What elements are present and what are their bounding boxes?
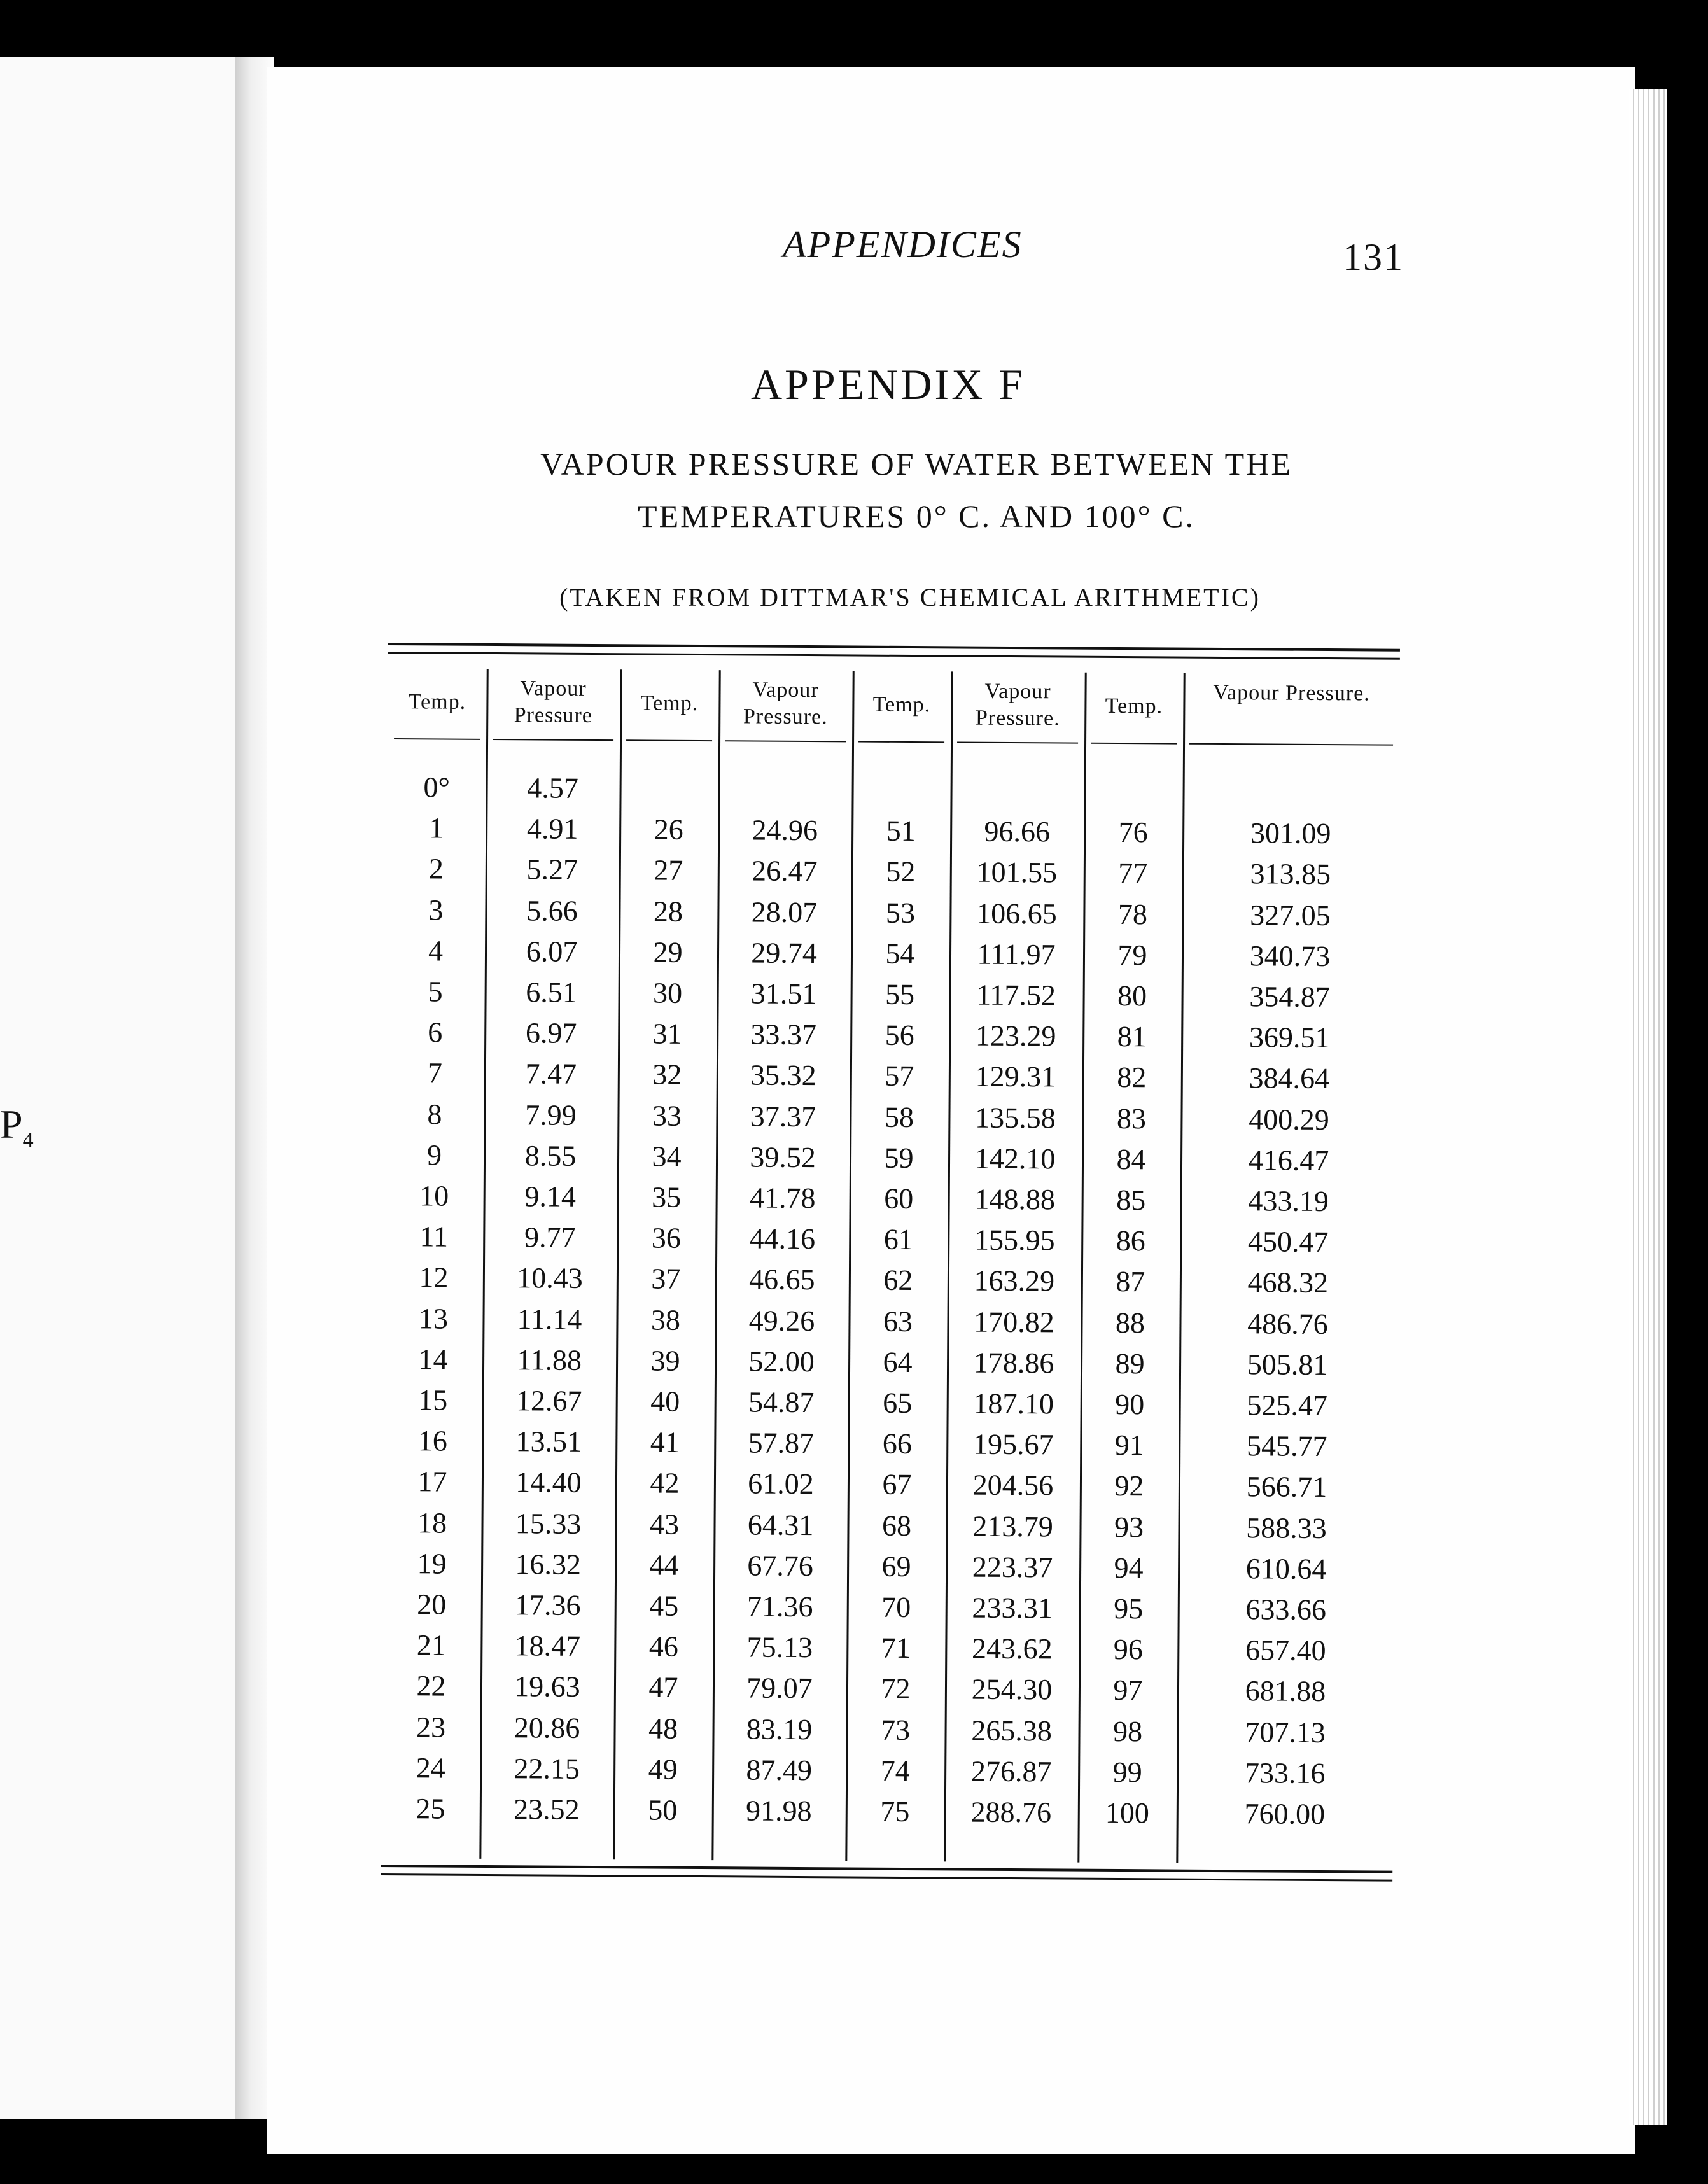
page-number: 131 — [1343, 236, 1404, 278]
temp-cell: 20 — [417, 1588, 447, 1621]
pressure-cell: 20.86 — [514, 1711, 580, 1744]
pressure-cell: 486.76 — [1247, 1306, 1328, 1340]
pressure-cell: 26.47 — [751, 854, 818, 888]
temp-cell: 84 — [1116, 1142, 1146, 1176]
temp-cell: 52 — [886, 855, 916, 888]
temp-cell: 11 — [419, 1220, 449, 1253]
pressure-cell: 9.14 — [524, 1180, 577, 1213]
temp-cell: 2 — [428, 852, 444, 885]
pressure-cell: 33.37 — [750, 1018, 817, 1051]
temp-cell: 60 — [884, 1182, 914, 1215]
temp-cell: 99 — [1112, 1755, 1142, 1789]
pressure-cell: 11.14 — [517, 1302, 582, 1336]
running-head: APPENDICES — [783, 223, 1023, 265]
temp-cell: 79 — [1117, 938, 1147, 972]
pressure-cell: 46.65 — [748, 1263, 815, 1296]
temp-cell: 88 — [1115, 1306, 1145, 1339]
temp-cell: 16 — [417, 1424, 447, 1457]
pressure-cell: 61.02 — [748, 1467, 814, 1501]
pressure-cell: 313.85 — [1250, 857, 1331, 891]
pressure-cell: 148.88 — [974, 1182, 1056, 1216]
temp-cell: 58 — [884, 1100, 914, 1133]
column-header: Temp. — [408, 690, 466, 714]
pressure-cell: 106.65 — [976, 897, 1057, 930]
temp-cell: 44 — [649, 1548, 679, 1581]
temp-cell: 90 — [1115, 1388, 1145, 1421]
temp-cell: 46 — [648, 1630, 679, 1663]
temp-cell: 18 — [417, 1506, 447, 1539]
pressure-cell: 4.57 — [527, 771, 579, 804]
left-facing-page — [0, 57, 235, 2119]
pressure-cell: 733.16 — [1244, 1756, 1326, 1789]
header-underline — [858, 741, 944, 743]
header-underline — [957, 741, 1078, 743]
pressure-cell: 17.36 — [514, 1588, 581, 1621]
pressure-cell: 213.79 — [972, 1509, 1053, 1543]
subtitle-line-1: VAPOUR PRESSURE OF WATER BETWEEN THE — [540, 446, 1292, 482]
pressure-cell: 8.55 — [524, 1139, 577, 1172]
pressure-cell: 505.81 — [1247, 1348, 1328, 1381]
temp-cell: 22 — [416, 1669, 446, 1702]
temp-cell: 13 — [418, 1301, 449, 1335]
pressure-cell: 340.73 — [1249, 939, 1331, 972]
pressure-cell: 525.47 — [1247, 1389, 1328, 1422]
temp-cell: 32 — [652, 1058, 682, 1091]
pressure-cell: 12.67 — [515, 1384, 582, 1417]
pressure-cell: 178.86 — [973, 1346, 1054, 1380]
pressure-cell: 49.26 — [748, 1304, 815, 1337]
pressure-cell: 35.32 — [750, 1058, 816, 1092]
temp-cell: 72 — [881, 1672, 911, 1705]
pressure-cell: 5.66 — [526, 893, 578, 927]
temp-cell: 33 — [652, 1099, 682, 1132]
temp-cell: 50 — [648, 1793, 678, 1826]
temp-cell: 1 — [429, 811, 444, 844]
temp-cell: 49 — [648, 1753, 678, 1786]
temp-cell: 59 — [884, 1141, 914, 1174]
pressure-cell: 7.47 — [525, 1057, 577, 1091]
temp-cell: 64 — [883, 1345, 913, 1378]
table-bottom-rule-inner — [381, 1873, 1392, 1882]
column-header: Vapour Pressure. — [975, 679, 1060, 731]
temp-cell: 34 — [652, 1140, 682, 1173]
pressure-cell: 288.76 — [970, 1795, 1052, 1829]
temp-cell: 39 — [650, 1344, 680, 1377]
pressure-cell: 83.19 — [746, 1712, 813, 1746]
pressure-cell: 13.51 — [515, 1425, 582, 1459]
pressure-cell: 9.77 — [524, 1221, 576, 1254]
pressure-cell: 450.47 — [1247, 1225, 1329, 1259]
temp-cell: 57 — [885, 1060, 914, 1093]
temp-cell: 36 — [651, 1221, 681, 1255]
pressure-cell: 22.15 — [514, 1752, 580, 1785]
pressure-cell: 64.31 — [747, 1508, 814, 1541]
temp-cell: 69 — [881, 1550, 911, 1583]
page-edges — [1629, 89, 1667, 2125]
pressure-cell: 4.91 — [526, 812, 578, 846]
pressure-cell: 31.51 — [750, 977, 817, 1011]
temp-cell: 15 — [418, 1383, 448, 1417]
pressure-cell: 28.07 — [751, 895, 818, 928]
pressure-cell: 123.29 — [975, 1019, 1056, 1053]
pressure-cell: 11.88 — [517, 1343, 582, 1376]
temp-cell: 80 — [1117, 979, 1147, 1012]
temp-cell: 77 — [1118, 857, 1148, 890]
temp-cell: 56 — [885, 1018, 914, 1052]
temp-cell: 30 — [652, 976, 683, 1009]
temp-cell: 66 — [882, 1427, 912, 1460]
pressure-cell: 610.64 — [1245, 1552, 1327, 1585]
subtitle-line-2: TEMPERATURES 0° C. AND 100° C. — [638, 498, 1195, 534]
pressure-cell: 14.40 — [515, 1466, 582, 1499]
pressure-cell: 233.31 — [972, 1591, 1053, 1625]
pressure-cell: 301.09 — [1250, 816, 1331, 850]
pressure-cell: 19.63 — [514, 1670, 580, 1704]
temp-cell: 82 — [1117, 1061, 1147, 1094]
pressure-cell: 6.97 — [525, 1016, 577, 1050]
pressure-cell: 327.05 — [1250, 898, 1331, 932]
temp-cell: 47 — [648, 1670, 678, 1704]
header-underline — [725, 740, 846, 742]
pressure-cell: 75.13 — [746, 1630, 813, 1664]
column-header: Vapour Pressure. — [1213, 680, 1370, 706]
temp-cell: 89 — [1115, 1347, 1145, 1380]
temp-cell: 91 — [1114, 1429, 1144, 1462]
pressure-cell: 23.52 — [513, 1793, 580, 1826]
temp-cell: 65 — [883, 1386, 913, 1420]
temp-cell: 25 — [416, 1792, 445, 1825]
pressure-cell: 254.30 — [971, 1673, 1053, 1706]
temp-cell: 48 — [648, 1712, 678, 1745]
pressure-cell: 57.87 — [748, 1426, 815, 1460]
pressure-cell: 163.29 — [974, 1264, 1055, 1298]
pressure-cell: 129.31 — [975, 1060, 1056, 1093]
temp-cell: 6 — [428, 1016, 443, 1049]
temp-cell: 71 — [881, 1631, 911, 1665]
header-underline — [493, 739, 613, 741]
header-underline — [1091, 743, 1177, 745]
temp-cell: 45 — [649, 1589, 679, 1622]
temp-cell: 92 — [1114, 1469, 1144, 1502]
temp-cell: 53 — [885, 896, 916, 929]
temp-cell: 73 — [880, 1713, 911, 1746]
temp-cell: 97 — [1113, 1674, 1143, 1707]
pressure-cell: 24.96 — [752, 813, 818, 847]
temp-cell: 81 — [1117, 1020, 1147, 1053]
temp-cell: 68 — [881, 1509, 912, 1542]
pressure-cell: 142.10 — [974, 1142, 1056, 1175]
pressure-cell: 10.43 — [517, 1261, 583, 1295]
pressure-cell: 400.29 — [1249, 1102, 1329, 1136]
pressure-cell: 71.36 — [746, 1590, 813, 1623]
temp-cell: 41 — [650, 1425, 680, 1459]
temp-cell: 95 — [1114, 1592, 1144, 1625]
table-bottom-rule — [381, 1865, 1392, 1873]
pressure-cell: 707.13 — [1245, 1715, 1326, 1749]
vapour-pressure-table — [381, 643, 1400, 1896]
pressure-cell: 6.51 — [526, 976, 578, 1009]
temp-cell: 27 — [654, 853, 683, 887]
column-header: Vapour Pressure. — [743, 678, 828, 729]
pressure-cell: 204.56 — [972, 1469, 1054, 1502]
temp-cell: 62 — [883, 1264, 913, 1297]
source-note: (TAKEN FROM DITTMAR'S CHEMICAL ARITHMETIC) — [559, 583, 1261, 612]
temp-cell: 3 — [428, 893, 444, 927]
temp-cell: 86 — [1116, 1224, 1145, 1257]
margin-mark: $P_4$ — [0, 1102, 34, 1152]
pressure-cell: 15.33 — [515, 1506, 582, 1540]
temp-cell: 76 — [1118, 816, 1148, 849]
temp-cell: 17 — [417, 1465, 447, 1498]
column-header: Temp. — [1105, 694, 1163, 718]
pressure-cell: 39.52 — [750, 1140, 816, 1173]
pressure-cell: 16.32 — [515, 1548, 582, 1581]
pressure-cell: 52.00 — [748, 1345, 815, 1378]
appendix-title: APPENDIX F — [751, 360, 1026, 409]
temp-cell: 10 — [419, 1179, 449, 1212]
temp-cell: 67 — [882, 1468, 912, 1501]
temp-cell: 5 — [428, 975, 443, 1008]
temp-cell: 42 — [650, 1466, 680, 1500]
temp-cell: 19 — [417, 1547, 447, 1580]
temp-cell: 55 — [885, 977, 915, 1011]
temp-cell: 43 — [649, 1508, 680, 1541]
pressure-cell: 44.16 — [749, 1222, 816, 1256]
pressure-cell: 588.33 — [1246, 1511, 1327, 1544]
pressure-cell: 111.97 — [977, 937, 1056, 971]
temp-cell: 26 — [654, 813, 683, 846]
pressure-cell: 195.67 — [972, 1427, 1054, 1461]
pressure-cell: 243.62 — [971, 1632, 1053, 1665]
pressure-cell: 566.71 — [1246, 1470, 1327, 1504]
temp-cell: 78 — [1117, 897, 1148, 930]
pressure-cell: 41.78 — [749, 1181, 816, 1215]
pressure-cell: 170.82 — [974, 1305, 1054, 1339]
temp-cell: 96 — [1113, 1633, 1144, 1666]
temp-cell: 37 — [651, 1262, 681, 1296]
temp-cell: 0° — [423, 771, 450, 804]
temp-cell: 9 — [426, 1138, 442, 1172]
temp-cell: 98 — [1112, 1714, 1143, 1747]
pressure-cell: 384.64 — [1249, 1061, 1330, 1095]
pressure-cell: 101.55 — [976, 856, 1058, 889]
temp-cell: 54 — [885, 937, 915, 970]
pressure-cell: 117.52 — [976, 978, 1056, 1012]
temp-cell: 93 — [1114, 1510, 1144, 1543]
pressure-cell: 276.87 — [970, 1754, 1052, 1788]
header-underline — [626, 739, 712, 741]
temp-cell: 61 — [883, 1222, 913, 1256]
header-underline — [1189, 743, 1393, 746]
temp-cell: 94 — [1114, 1551, 1144, 1585]
table-top-rule-inner — [388, 652, 1400, 660]
temp-cell: 23 — [416, 1710, 446, 1744]
temp-cell: 35 — [652, 1180, 682, 1214]
pressure-cell: 760.00 — [1244, 1797, 1326, 1831]
column-header: Temp. — [872, 692, 931, 717]
temp-cell: 74 — [880, 1754, 910, 1787]
temp-cell: 51 — [886, 814, 916, 848]
pressure-cell: 265.38 — [971, 1714, 1052, 1747]
pressure-cell: 67.76 — [747, 1549, 814, 1582]
temp-cell: 38 — [650, 1303, 681, 1336]
pressure-cell: 18.47 — [514, 1629, 581, 1663]
pressure-cell: 7.99 — [525, 1098, 577, 1131]
pressure-cell: 681.88 — [1245, 1674, 1326, 1708]
pressure-cell: 354.87 — [1249, 980, 1331, 1014]
temp-cell: 8 — [427, 1097, 442, 1131]
pressure-cell: 6.07 — [526, 935, 578, 968]
temp-cell: 31 — [652, 1017, 682, 1051]
temp-cell: 63 — [883, 1305, 913, 1338]
pressure-cell: 29.74 — [751, 936, 817, 969]
temp-cell: 83 — [1116, 1102, 1147, 1135]
pressure-cell: 468.32 — [1247, 1266, 1329, 1299]
temp-cell: 21 — [416, 1628, 447, 1662]
temp-cell: 100 — [1105, 1796, 1149, 1830]
temp-cell: 7 — [427, 1056, 443, 1089]
pressure-cell: 155.95 — [974, 1223, 1055, 1257]
pressure-cell: 633.66 — [1245, 1593, 1327, 1627]
pressure-cell: 187.10 — [973, 1387, 1054, 1420]
column-header: Temp. — [640, 691, 699, 715]
pressure-cell: 657.40 — [1245, 1634, 1326, 1667]
temp-cell: 4 — [428, 934, 444, 967]
temp-cell: 85 — [1116, 1184, 1146, 1217]
pressure-cell: 91.98 — [745, 1794, 812, 1828]
pressure-cell: 545.77 — [1246, 1429, 1327, 1463]
pressure-cell: 79.07 — [746, 1671, 813, 1705]
temp-cell: 70 — [881, 1590, 911, 1624]
column-header: Vapour Pressure — [514, 676, 593, 727]
temp-cell: 28 — [653, 895, 683, 928]
temp-cell: 40 — [650, 1385, 680, 1418]
pressure-cell: 96.66 — [984, 815, 1051, 848]
pressure-cell: 369.51 — [1249, 1021, 1330, 1054]
pressure-cell: 54.87 — [748, 1385, 815, 1419]
pressure-cell: 37.37 — [750, 1100, 816, 1133]
pressure-cell: 416.47 — [1248, 1144, 1329, 1177]
temp-cell: 14 — [418, 1343, 448, 1376]
pressure-cell: 135.58 — [975, 1101, 1056, 1135]
pressure-cell: 223.37 — [972, 1550, 1053, 1584]
pressure-cell: 87.49 — [746, 1753, 813, 1786]
temp-cell: 75 — [880, 1795, 910, 1828]
header-underline — [394, 738, 480, 740]
temp-cell: 24 — [416, 1751, 445, 1784]
pressure-cell: 5.27 — [526, 853, 578, 886]
pressure-cell: 433.19 — [1248, 1184, 1329, 1218]
temp-cell: 12 — [419, 1261, 449, 1294]
temp-cell: 29 — [653, 935, 683, 969]
temp-cell: 87 — [1116, 1265, 1145, 1298]
